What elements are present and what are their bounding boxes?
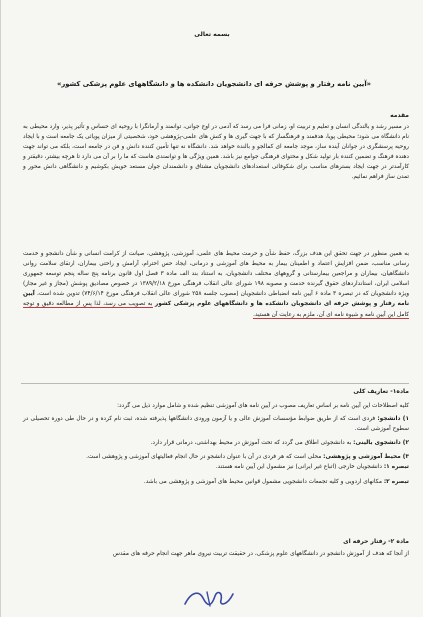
article1-section <box>23 388 409 487</box>
note-text: دانشجویان خارجی (اتباع غیر ایرانی) نیز مشمول این آیین نامه هستند. <box>215 464 382 471</box>
definition-student <box>23 414 409 434</box>
purpose-compliance-note: به تصویب می رسد، لذا پس از مطالعه دقیق و توجه کامل این آیین نامه و شیوه نامه ای آن، ملزم به رعایت آن هستید. <box>23 301 409 318</box>
section-divider <box>21 383 409 384</box>
article2-section <box>23 538 409 559</box>
definition-label: ۱) دانشجو: <box>377 416 409 423</box>
intro-section <box>23 112 409 183</box>
purpose-section <box>23 249 409 320</box>
definition-text: محلی است که هر فردی در آن با عنوان دانشجو در حال انجام فعالیتهای آموزشی و پژوهشی است. <box>86 454 322 461</box>
definition-label: ۲) دانشجوی بالینی: <box>353 440 409 447</box>
intro-heading: مقدمه <box>390 112 409 119</box>
purpose-text: به همین منظور در جهت تحقق این هدف بزرگ، حفظ شأن و حرمت محیط های علمی، آموزشی، پژوهشی، صیانت از کرامت انسانی و شأن دانشجو و خدمت رسانی مناسب، ضمن افزایش اعتماد و اطمینان بیمار به محیط های آموزشی و درمانی، ایجاد حس احترام، آرامش و راحتی بیماران، ارتقای سلامت روانی دانشگاهیان، بیماران و مراجعین بیمارستانی و گروههای مختلف دانشجویان، به استناد بند الف ماده ۳ فصل اول قانون برنامه پنج ساله پنجم توسعه جمهوری اسلامی ایران، استانداردهای حقوق گیرنده خدمت و مصوبه ۱۹۸ شورای عالی انقلاب فرهنگی مورخ ۱۳۸۹/۲/۱۸ در خصوص مصادیق پوشش (مجاز و غیر مجاز) ویژه دانشجویان که در تبصره ۳ ماده ۶ آیین نامه انضباطی دانشجویان (مصوب جلسه ۲۵۸ شورای عالی انقلاب فرهنگی مورخ ۷۴/۶/۱۴) تدوین شده است، <box>23 251 410 298</box>
note-label: تبصره ۲: <box>383 478 409 485</box>
note-camps <box>23 477 409 487</box>
definition-label: ۳) محیط آموزشی و پژوهشی: <box>323 454 409 461</box>
note-foreign-students <box>23 462 409 472</box>
definition-text: فردی است که از طریق ضوابط مؤسسات آموزش عالی و یا آزمون ورودی دانشگاهها پذیرفته شده، ثبت نام کرده و در حال طی دوره تحصیلی در سطوح آموزشی است. <box>23 416 409 433</box>
purpose-regulation-name: آیین نامه رفتار و پوشش حرفه ای دانشجویان دانشکده ها و دانشگاههای علوم پزشکی کشور <box>23 291 410 308</box>
note-label: تبصره ۱: <box>383 464 409 471</box>
article2-paragraph: از آنجا که هدف از آموزش دانشجو در دانشگاههای علوم پزشکی، در حقیقت تربیت نیروی ماهر جهت انجام حرفه های مقدس <box>112 551 409 557</box>
definition-text: به دانشجوئی اطلاق می گردد که تحت آموزش در محیط بهداشتی، درمانی قرار دارد. <box>150 440 352 447</box>
definition-clinical-student <box>23 438 409 448</box>
handwritten-signature <box>177 586 241 612</box>
document-title: «آیین نامه رفتار و پوشش حرفه ای دانشجویان دانشکده ها و دانشگاههای علوم پزشکی کشور» <box>56 80 372 88</box>
article2-heading: ماده ۲- رفتار حرفه ای <box>343 538 409 545</box>
purpose-paragraph <box>23 249 409 320</box>
basmala-heading: بسمه تعالی <box>194 31 230 38</box>
intro-paragraph: در مسیر رشد و بالندگی انسان و تعلیم و تربیت او، زمانی فرا می رسد که آدمی در اوج جوانی، توانمند و آرمانگرا با روحیه ای حساس و تأثیر پذیر، وارد محیطی به نام دانشگاه می شود؛ محیطی پویا، هدفمند و فرهنگساز که با جهت گیری ها و کنش های علمی-پژوهشی خود، شخصیتی از میزان پویائی یک جامعه است و با ایجاد روحیه پرسشگری در جوانان آینده ساز، موجد جامعه ای کمالجو و بالنده خواهد شد. دانشگاه نه تنها تأمین کننده دانش و فن در جامعه است، بلکه می تواند جهت دهنده فرهنگ و تضمین کننده بار تولید شکل و محتوای فرهنگی جوامع نیز باشد. همین ویژگی ها و توانمندی هاست که ما را بر آن می دارد تا هرچه بیشتر، دقیقتر و کارآمدتر در جهت ایجاد بسترهای مناسب برای شکوفائی استعدادهای دانشجویان مشتاق و دانشمندان جوان مستعد خویش بکوشیم و دانشگاهی دانش محور و تمدن ساز فراهم نمائیم. <box>23 124 409 181</box>
article1-heading: ماده۱- تعاریف کلی <box>353 388 409 395</box>
note-text: مکانهای اردویی و کلیه تجمعات دانشجویی مشمول قوانین محیط های آموزشی و پژوهشی می باشد. <box>143 478 382 485</box>
article1-intro: کلیه اصطلاحات این آیین نامه بر اساس تعاریف مصوب در آیین نامه های آموزشی تنظیم شده و شامل موارد ذیل می گردد: <box>117 403 409 409</box>
definition-educational-environment <box>23 452 409 462</box>
